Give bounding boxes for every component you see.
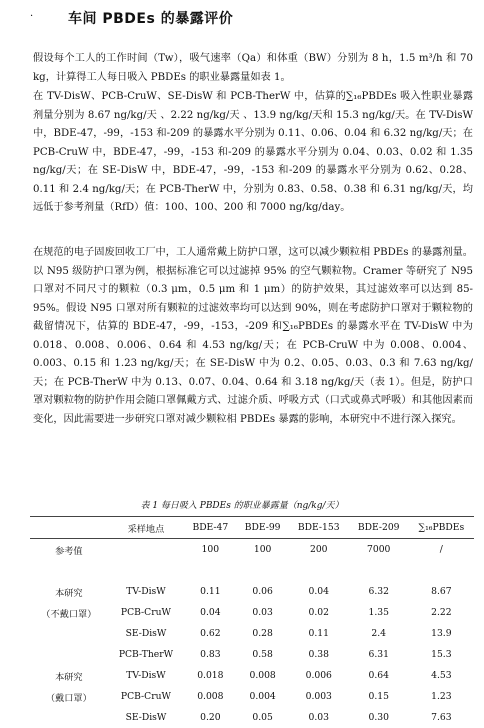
table-row xyxy=(30,602,474,623)
site-cell: TV-DisW xyxy=(126,670,166,681)
spacer-row xyxy=(30,560,474,581)
table-cell: 0.20 xyxy=(200,712,221,723)
paragraph-2: 在 TV-DisW、PCB-CruW、SE-DisW 和 PCB-TherW 中，估算的∑₁₆PBDEs 吸入性职业暴露剂量分别为 8.67 ng/kg/天 、2.22 ng/kg/天 、13.9 ng/kg/天和 15.3 ng/kg/天。在 TV-DisW 中，BDE-47，-99，-153 和-209 的暴露水平分别为 0.11、0.06、0.04 和 6.32 ng/kg/天；在 PCB-CruW 中，BDE-47，-99，-153 和-209 的暴露水平分别为 0.04、0.03、0.02 和 1.35 ng/kg/天；在 SE-DisW 中，BDE-47，-99，-153 和-209 的暴露水平分别为 0.62、0.28、0.11 和 2.4 ng/kg/天；在 PCB-TherW 中，分别为 0.83、0.58、0.38 和 6.31 ng/kg/天，均远低于参考剂量（RfD）值：100、100、200 和 7000 ng/kg/day。 xyxy=(33,91,473,213)
table-cell: 0.11 xyxy=(200,586,221,597)
table-cell: 8.67 xyxy=(431,586,452,597)
table-cell: 0.03 xyxy=(308,712,329,723)
table-cell: 0.06 xyxy=(252,586,273,597)
table-cell: 1.23 xyxy=(431,691,452,702)
table-caption: 表 1 每日吸入 PBDEs 的职业暴露量（ng/kg/天） xyxy=(140,501,344,511)
table-cell: 100 xyxy=(253,544,272,555)
group-sublabel: （不戴口罩） xyxy=(41,608,97,620)
header-cell: BDE-47 xyxy=(184,517,236,539)
table-cell: 0.28 xyxy=(252,628,273,639)
table-cell: 2.22 xyxy=(431,607,452,618)
header-cell: BDE-99 xyxy=(236,517,288,539)
site-cell: PCB-CruW xyxy=(120,691,171,702)
header-cell: 采样地点 xyxy=(108,517,185,539)
table-cell: 0.30 xyxy=(368,712,389,723)
table-cell xyxy=(108,539,185,561)
group-label: 本研究 xyxy=(55,587,83,599)
table-row xyxy=(30,686,474,707)
table-cell: 0.05 xyxy=(252,712,273,723)
site-cell: TV-DisW xyxy=(126,586,166,597)
paragraph-1: 假设每个工人的工作时间（Tw），吸气速率（Qa）和体重（BW）分别为 8 h，1.5 m³/h 和 70 kg，计算得工人每日吸入 PBDEs 的职业暴露量如表 1。 xyxy=(33,53,473,83)
table-cell: 0.006 xyxy=(305,670,332,681)
table-cell: 7000 xyxy=(367,544,391,555)
site-cell: PCB-CruW xyxy=(120,607,171,618)
site-cell: SE-DisW xyxy=(125,628,167,639)
header-cell: BDE-153 xyxy=(289,517,349,539)
table-header-row xyxy=(30,517,474,539)
table-cell: 1.35 xyxy=(368,607,389,618)
section-heading: 车间 PBDEs 的暴露评价 xyxy=(68,11,234,27)
row-label: 参考值 xyxy=(55,545,83,557)
table-cell: / xyxy=(439,544,443,555)
site-cell: SE-DisW xyxy=(125,712,167,723)
table-cell: 0.03 xyxy=(252,607,273,618)
table-cell: 0.15 xyxy=(368,691,389,702)
table-row xyxy=(30,665,474,686)
table-cell: 7.63 xyxy=(431,712,452,723)
table-row xyxy=(30,623,474,644)
table-cell: 0.008 xyxy=(197,691,224,702)
table-cell: 0.11 xyxy=(308,628,329,639)
header-cell: BDE-209 xyxy=(349,517,409,539)
table-cell: 100 xyxy=(201,544,220,555)
group-label: 本研究 xyxy=(55,671,83,683)
table-row xyxy=(30,581,474,602)
table-cell: 0.04 xyxy=(308,586,329,597)
exposure-table xyxy=(30,516,474,728)
table-cell: 0.58 xyxy=(252,649,273,660)
table-cell: 6.31 xyxy=(368,649,389,660)
table-cell: 200 xyxy=(309,544,328,555)
bullet-mark: · xyxy=(30,11,34,22)
header-cell: ∑₁₆PBDEs xyxy=(409,517,474,539)
site-cell: PCB-TherW xyxy=(118,649,174,660)
table-cell: 0.04 xyxy=(200,607,221,618)
table-cell: 15.3 xyxy=(431,649,452,660)
paragraph-3: 在规范的电子固废回收工厂中，工人通常戴上防护口罩，这可以减少颗粒相 PBDEs 的暴露剂量。以 N95 级防护口罩为例，根据标准它可以过滤掉 95% 的空气颗粒物。Cramer 等研究了 N95 口罩对不同尺寸的颗粒（0.3 μm，0.5 μm 和 1 μm）的防护效果，其过滤效率可以达到 85-95%。假设 N95 口罩对所有颗粒的过滤效率均可以达到 90%，则在考虑防护口罩对于颗粒物的截留情况下，估算的 BDE-47，-99，-153，-209 和∑₁₆PBDEs 的暴露水平在 TV-DisW 中为 0.018、0.008、0.006、0.64 和 4.53 ng/kg/天；在 PCB-CruW 中为 0.008、0.004、0.003、0.15 和 1.23 ng/kg/天；在 SE-DisW 中为 0.2、0.05、0.03、0.3 和 7.63 ng/kg/天；在 PCB-TherW 中为 0.13、0.07、0.04、0.64 和 3.18 ng/kg/天（表 1）。但是，防护口罩对颗粒物的防护作用会随口罩佩戴方式、过滤介质、呼吸方式（口式或鼻式呼吸）和其他因素而变化，因此需要进一步研究口罩对减少颗粒相 PBDEs 暴露的影响，本研究中不进行深入探究。 xyxy=(33,247,473,425)
table-cell: 4.53 xyxy=(431,670,452,681)
table-cell: 0.008 xyxy=(249,670,276,681)
group-sublabel: （戴口罩） xyxy=(45,692,92,704)
table-cell: 0.004 xyxy=(249,691,276,702)
table-row xyxy=(30,707,474,728)
table-cell: 0.003 xyxy=(305,691,332,702)
header-cell xyxy=(30,517,108,539)
table-cell: 0.018 xyxy=(197,670,224,681)
table-cell: 0.64 xyxy=(368,670,389,681)
table-cell: 0.02 xyxy=(308,607,329,618)
table-row xyxy=(30,644,474,665)
table-cell: 13.9 xyxy=(431,628,452,639)
reference-row xyxy=(30,539,474,561)
table-cell: 6.32 xyxy=(368,586,389,597)
table-cell: 0.38 xyxy=(308,649,329,660)
table-cell: 0.62 xyxy=(200,628,221,639)
table-cell: 2.4 xyxy=(371,628,387,639)
table-cell: 0.83 xyxy=(200,649,221,660)
